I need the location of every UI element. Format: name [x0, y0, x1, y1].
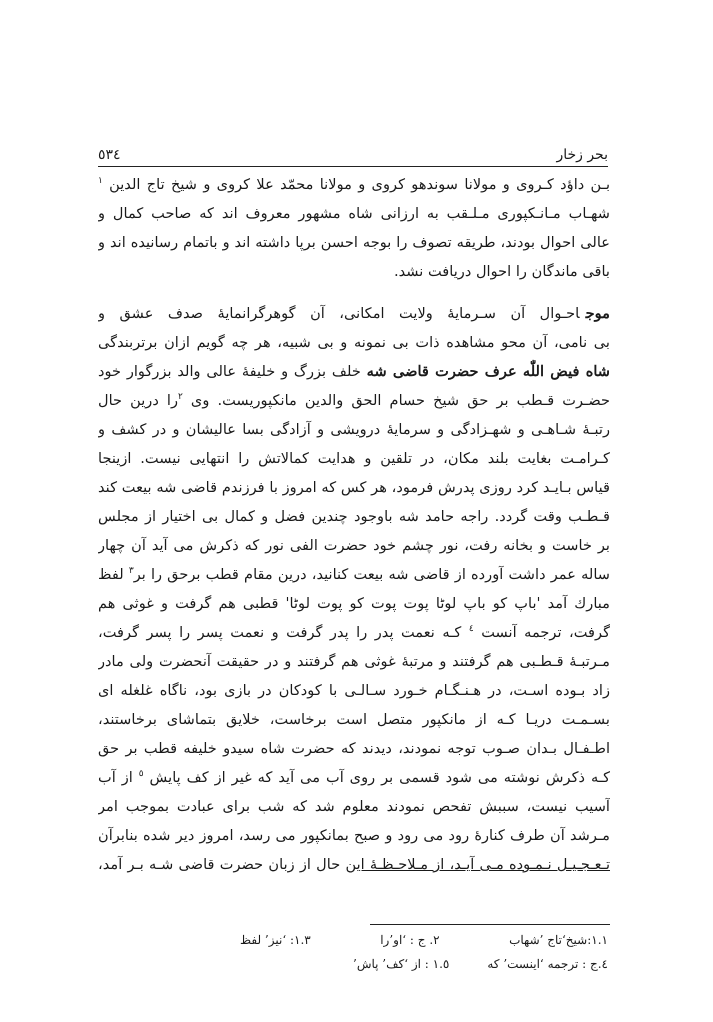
- paragraph-2: [98, 299, 610, 879]
- paragraph-1: [98, 170, 610, 286]
- text-line: مـرشد آن طرف کنارۀ رود می رود و صبح بمانکپور می رسد، امروز دیر شده بنابرآن: [98, 827, 610, 844]
- footnote-row: [240, 928, 608, 952]
- text-line: بـن داؤد کـروی و مولانا سوندھو کروی و مولانا محمّد علا کروی و شیخ تاج الدین $^١$: [98, 176, 610, 193]
- text-line: مـرتبـۀ قـطـبی هم گرفتند و مرتبۀ غوثی هم گرفتند و در حقیقت آنحضرت ولی مادر: [98, 653, 610, 670]
- book-title: بحر زخار: [556, 147, 608, 163]
- text-line: ساله عمر داشت آورده از قاضی شه بیعت کنانید، درین مقام قطب برحق را بر$^٣$ لفظ: [98, 566, 610, 583]
- text-line: قیاس بـایـد کرد روزی پدرش فرمود، هر کس که امروز با فرزندم قاضی شه بیعت کند: [98, 479, 610, 496]
- footnote-3: ١.٣: ‘نیز’ لفظ: [240, 933, 311, 947]
- footnote-ref: ٢: [178, 392, 183, 403]
- footnote-ref: ٣: [128, 566, 134, 577]
- text-line: آسیب نیست، سببش تفحص نمودند معلوم شد که شب برای عبادت بموجب امر: [98, 798, 610, 815]
- footnote-divider: [370, 924, 610, 925]
- footnote-ref: ٥: [138, 769, 144, 780]
- text-line: گرفت، ترجمه آنست $^٤$ کـه نعمت پدر را پدر گرفت و نعمت پسر را پسر گرفت،: [98, 624, 610, 641]
- text-line: کـرامـت بغایت بلند مکان، در تلقین و هدایت کمالاتش را انتهایی نیست. ازینجا: [98, 450, 610, 467]
- body-text: [98, 170, 610, 879]
- footnotes: [240, 928, 608, 976]
- section-heading: موج: [585, 305, 610, 322]
- text-line: موجاحـوال آن سـرمایۀ ولایت امکانی، آن گوهرگرانمایۀ صدف عشق و: [98, 305, 610, 322]
- text-line: رتبـۀ شـاهـی و شهـزادگی و سرمایۀ درویشی و آزادگی بسا عالیشان و در کشف و: [98, 421, 610, 438]
- footnote-row: [240, 952, 608, 976]
- text-line: بر خاست و بخانه رفت، نور چشم خود حضرت الفی نور که ذکرش می آید آن چهار: [98, 537, 610, 554]
- footnote-ref: ٤: [468, 624, 474, 635]
- text-line: شاه فیض اللّٰه عرف حضرت قاضی شه خلف بزرگ و خلیفۀ عالی والد بزرگوار خود: [98, 363, 610, 380]
- text-line: زاد بـوده اسـت، در هـنـگـام خـورد سـالـی با کودکان در بازی بود، ناگاه غلغله ای: [98, 682, 610, 699]
- underlined-phrase: تـعـجـیـل نـمـوده مـی آیـد، از مـلاحـظـۀ این: [345, 856, 610, 873]
- text-line: تـعـجـیـل نـمـوده مـی آیـد، از مـلاحـظـۀ این حال از زبان حضرت قاضی شـه بـر آمد،: [98, 856, 610, 873]
- footnote-5: ١.٥ : از ‘کف’ پاش’: [353, 957, 450, 971]
- text-line: کـه ذکرش نوشته می شود قسمی بر روی آب می آید که غیر از کف پایش $^٥$ از آب: [98, 769, 610, 786]
- footnote-1: ١.١:شیخ‘تاج ’شهاب: [509, 933, 608, 947]
- footnote-4: ٤.ج : ترجمه ‘اینست’ که: [487, 957, 608, 971]
- text-line: باقی ماندگان را احوال دریافت نشد.: [393, 263, 610, 280]
- page-header: [98, 141, 608, 167]
- text-line: بی نامی، آن محو مشاهده ذات بی نمونه و بی شبیه، هر چه گویم ازان برتربندگی: [98, 334, 610, 351]
- text-line: عالی احوال بودند، طریقه تصوف را بوجه احسن برپا داشته اند و باتمام رسانیده اند و: [98, 234, 610, 251]
- text-line: شهـاب مـانـکپوری مـلـقب به ارزانی شاه مشهور معروف اند که صاحب کمال و: [98, 205, 610, 222]
- text-line: قـطـب وقت گردد. راجه حامد شه باوجود چندین فضل و کمال بی اختیار از مجلس: [98, 508, 610, 525]
- footnote-2: ٢. ج : ‘او’را: [380, 933, 440, 947]
- text-line: حضـرت قـطب بر حق شیخ حسام الحق والدین مانکپوریست. وی $^٢$را درین حال: [98, 392, 610, 409]
- footnote-ref: ١: [98, 176, 103, 187]
- page-number: ٥٣٤: [98, 147, 121, 163]
- text-line: اطـفـال بـدان صـوب توجه نمودند، دیدند که حضرت شاه سیدو خلیفه قطب بر حق: [98, 740, 610, 757]
- text-line: بسـمـت دریـا کـه از مانکپور متصل است برخاست، خلایق بتماشای برخاستند،: [98, 711, 610, 728]
- bold-name: شاه فیض اللّٰه عرف حضرت قاضی شه: [366, 363, 610, 380]
- text-line: مبارك آمد 'باپ کو باپ لوٹا پوت پوت کو پوت لوٹا' قطبی هم گرفت و غوثی هم: [98, 595, 610, 612]
